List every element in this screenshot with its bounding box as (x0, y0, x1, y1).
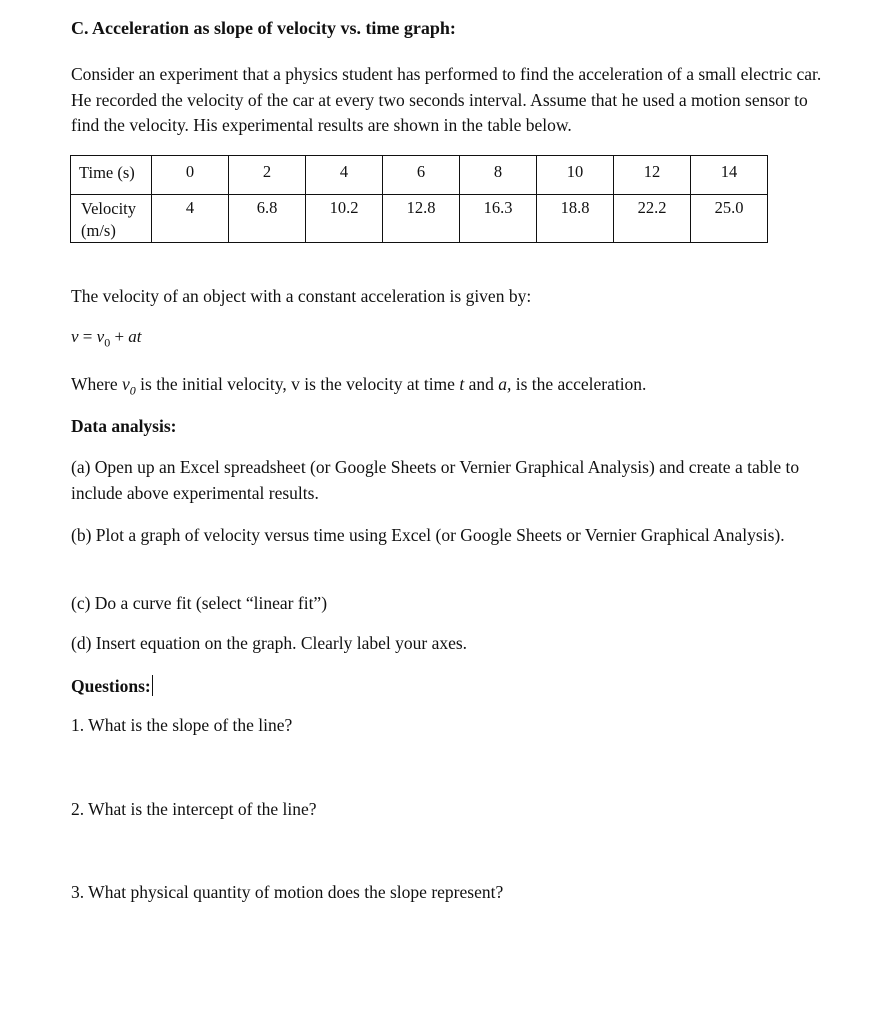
velocity-cell: 6.8 (229, 195, 306, 243)
time-header: Time (s) (71, 156, 152, 195)
time-cell: 10 (537, 156, 614, 195)
question-2: 2. What is the intercept of the line? (71, 799, 317, 819)
velocity-cell: 4 (152, 195, 229, 243)
velocity-cell: 22.2 (614, 195, 691, 243)
step-c: (c) Do a curve fit (select “linear fit”) (71, 593, 328, 613)
velocity-cell: 25.0 (691, 195, 768, 243)
questions-heading: Questions: (71, 676, 151, 696)
where-render: Where $v_0$ is the initial velocity, v is the velocity at time t and a, is the acceleration. (71, 374, 647, 398)
text-cursor (152, 675, 154, 696)
questions-heading-wrap (71, 675, 153, 697)
question-1: 1. What is the slope of the line? (71, 715, 293, 735)
section-heading: C. Acceleration as slope of velocity vs. time graph: (71, 18, 456, 38)
velocity-cell: 12.8 (383, 195, 460, 243)
time-cell: 12 (614, 156, 691, 195)
velocity-statement: The velocity of an object with a constant acceleration is given by: (71, 286, 532, 306)
velocity-equation (71, 327, 142, 350)
step-b: (b) Plot a graph of velocity versus time using Excel (or Google Sheets or Vernier Graphical Analysis). (71, 525, 785, 545)
where-text (71, 374, 646, 399)
time-cell: 6 (383, 156, 460, 195)
data-analysis-heading: Data analysis: (71, 416, 177, 436)
intro-paragraph: Consider an experiment that a physics student has performed to find the acceleration of a small electric car. He recorded the velocity of the car at every two seconds interval. Assume that he used a motion sensor to find the velocity. His experimental results are shown in the table below. (71, 64, 822, 135)
step-d: (d) Insert equation on the graph. Clearly label your axes. (71, 633, 468, 653)
time-row (71, 156, 768, 195)
step-a: (a) Open up an Excel spreadsheet (or Google Sheets or Vernier Graphical Analysis) and create a table to include above experimental results. (71, 457, 800, 503)
time-cell: 14 (691, 156, 768, 195)
time-cell: 8 (460, 156, 537, 195)
results-table (70, 155, 768, 243)
velocity-cell: 10.2 (306, 195, 383, 243)
time-cell: 4 (306, 156, 383, 195)
equation-render: $v = v_0$ + at (71, 327, 142, 350)
question-3: 3. What physical quantity of motion does the slope represent? (71, 882, 504, 902)
velocity-row (71, 195, 768, 243)
velocity-header: Velocity (m/s) (71, 195, 152, 243)
time-cell: 0 (152, 156, 229, 195)
velocity-cell: 16.3 (460, 195, 537, 243)
time-cell: 2 (229, 156, 306, 195)
velocity-cell: 18.8 (537, 195, 614, 243)
